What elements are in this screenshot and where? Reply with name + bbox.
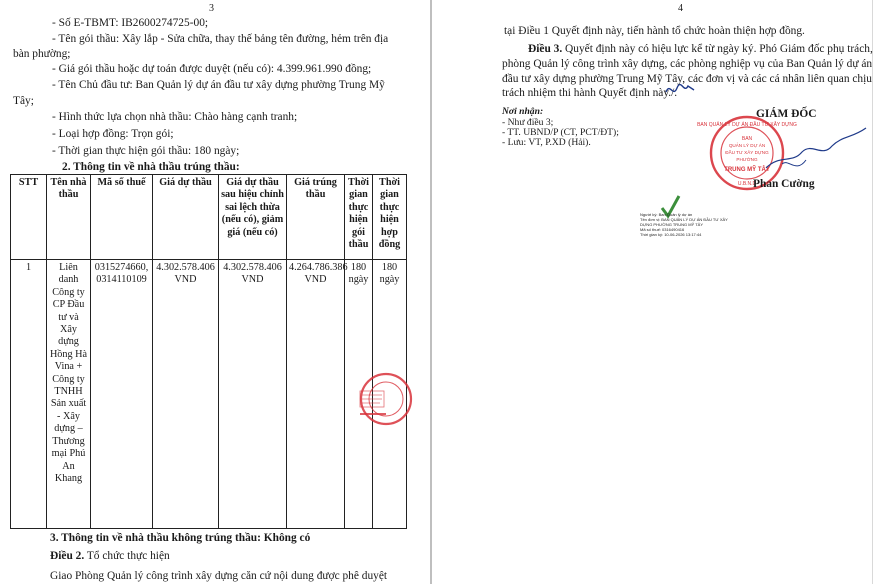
digital-sig-line-3: DỰNG PHƯỜNG TRUNG MỸ TÂY <box>640 222 704 227</box>
header-bid-price: Giá dự thầu <box>153 175 219 260</box>
info-line-investor: - Tên Chủ đầu tư: Ban Quản lý dự án đầu tư xây dựng phường Trung Mỹ <box>52 79 385 91</box>
cell-bid-price: 4.302.578.406 VND <box>153 260 219 529</box>
cell-tax-code: 0315274660, 0314110109 <box>91 260 153 529</box>
seal-inner-4: PHƯỜNG <box>736 157 758 162</box>
partial-stamp-seal <box>346 372 402 426</box>
article-3-label: Điều 3. <box>528 43 563 55</box>
page-number: 3 <box>209 3 214 14</box>
director-signature <box>762 124 868 180</box>
article-3-line-1: Quyết định này có hiệu lực kể từ ngày ký. Phó Giám đốc phụ trách, <box>562 43 873 55</box>
cell-adjusted-price: 4.302.578.406 VND <box>219 260 287 529</box>
document-page-3 <box>0 0 430 584</box>
seal-inner-3: ĐẦU TƯ XÂY DỰNG <box>725 150 769 155</box>
article-3-line-4: trách nhiệm thi hành Quyết định này./. <box>502 87 678 99</box>
header-bidder-name: Tên nhà thầu <box>47 175 91 260</box>
document-page-4 <box>432 0 872 584</box>
cell-contract-time: 180 ngày <box>373 260 407 529</box>
cell-winning-price: 4.264.786.386 VND <box>287 260 345 529</box>
info-line-package-price: - Giá gói thầu hoặc dự toán được duyệt (nếu có): 4.399.961.990 đồng; <box>52 63 372 75</box>
info-line-package-name-cont: bàn phường; <box>13 48 71 60</box>
seal-inner-1: BAN <box>741 136 753 142</box>
header-adjusted-price: Giá dự thầu sau hiệu chỉnh sai lệch thừa (nếu có), giảm giá (nếu có) <box>219 175 287 260</box>
info-line-etbmt: - Số E-TBMT: IB2600274725-00; <box>52 17 209 29</box>
digital-sig-line-4: Mã số thuế: 0316490416 <box>640 227 685 232</box>
article-2-label: Điều 2. <box>50 550 85 562</box>
seal-outer-bottom-text: U.B.N.D <box>737 181 757 187</box>
info-line-duration: - Thời gian thực hiện gói thầu: 180 ngày; <box>52 145 240 157</box>
cell-stt: 1 <box>11 260 47 529</box>
recipient-1: - Như điều 3; <box>502 117 554 128</box>
table-header-row <box>11 175 407 260</box>
article-3-line-3: đầu tư xây dựng phường Trung Mỹ Tây, các đơn vị và các cá nhân liên quan chịu <box>502 73 872 85</box>
cell-package-time: 180 ngày <box>345 260 373 529</box>
recipient-2: - TT. UBND/P (CT, PCT/ĐT); <box>502 127 619 138</box>
initial-signature <box>664 80 696 100</box>
article-2-body: Giao Phòng Quản lý công trình xây dựng căn cứ nội dung được phê duyệt <box>50 570 388 582</box>
recipients-heading: Nơi nhận: <box>502 106 544 117</box>
info-line-selection-method: - Hình thức lựa chọn nhà thầu: Chào hàng cạnh tranh; <box>52 111 298 123</box>
page-number: 4 <box>678 3 683 14</box>
digital-sig-line-2: Tên đơn vị: BAN QUẢN LÝ DỰ ÁN ĐẦU TƯ XÂY <box>640 217 728 222</box>
signer-name: Phan Cường <box>753 178 815 190</box>
winning-bidder-table <box>10 174 407 529</box>
seal-bottom-text: TRUNG MỸ TÂY <box>724 167 770 173</box>
digital-sig-line-1: Người ký: Ban Quản lý dự án <box>640 212 693 217</box>
article-2-text: Tổ chức thực hiện <box>84 550 170 562</box>
recipient-3: - Lưu: VT, P.XD (Hải). <box>502 137 591 148</box>
info-line-contract-type: - Loại hợp đồng: Trọn gói; <box>52 128 174 140</box>
signer-title: GIÁM ĐỐC <box>756 108 817 120</box>
section-3-heading: 3. Thông tin về nhà thầu không trúng thầu: Không có <box>50 532 311 544</box>
digital-sig-line-5: Thời gian ký: 10-06-2026 13:17:44 <box>640 232 702 237</box>
header-winning-price: Giá trúng thầu <box>287 175 345 260</box>
section-2-heading: 2. Thông tin về nhà thầu trúng thầu: <box>62 161 240 173</box>
info-line-investor-cont: Tây; <box>13 95 34 107</box>
article-2 <box>50 549 170 563</box>
article-3-line-2: phòng Quản lý công trình xây dựng, các phòng nghiệp vụ của Ban Quản lý dự án <box>502 58 873 70</box>
cell-bidder-name: Liên danh Công ty CP Đầu tư và Xây dựng Hồng Hà Vina + Công ty TNHH Sản xuất - Xây dựng – Thương mại Phú An Khang <box>47 260 91 529</box>
article-1-continuation: tại Điều 1 Quyết định này, tiến hành tổ chức hoàn thiện hợp đồng. <box>504 25 805 37</box>
header-stt: STT <box>11 175 47 260</box>
seal-outer-top-text: BAN QUẢN LÝ DỰ ÁN ĐẦU TƯ XÂY DỰNG <box>697 122 797 128</box>
info-line-package-name: - Tên gói thầu: Xây lắp - Sửa chữa, thay thế bảng tên đường, hẻm trên địa <box>52 33 389 45</box>
header-contract-time: Thời gian thực hiện hợp đồng <box>373 175 407 260</box>
header-tax-code: Mã số thuế <box>91 175 153 260</box>
article-3 <box>528 42 873 56</box>
header-package-time: Thời gian thực hiện gói thầu <box>345 175 373 260</box>
seal-inner-2: QUẢN LÝ DỰ ÁN <box>728 143 766 148</box>
